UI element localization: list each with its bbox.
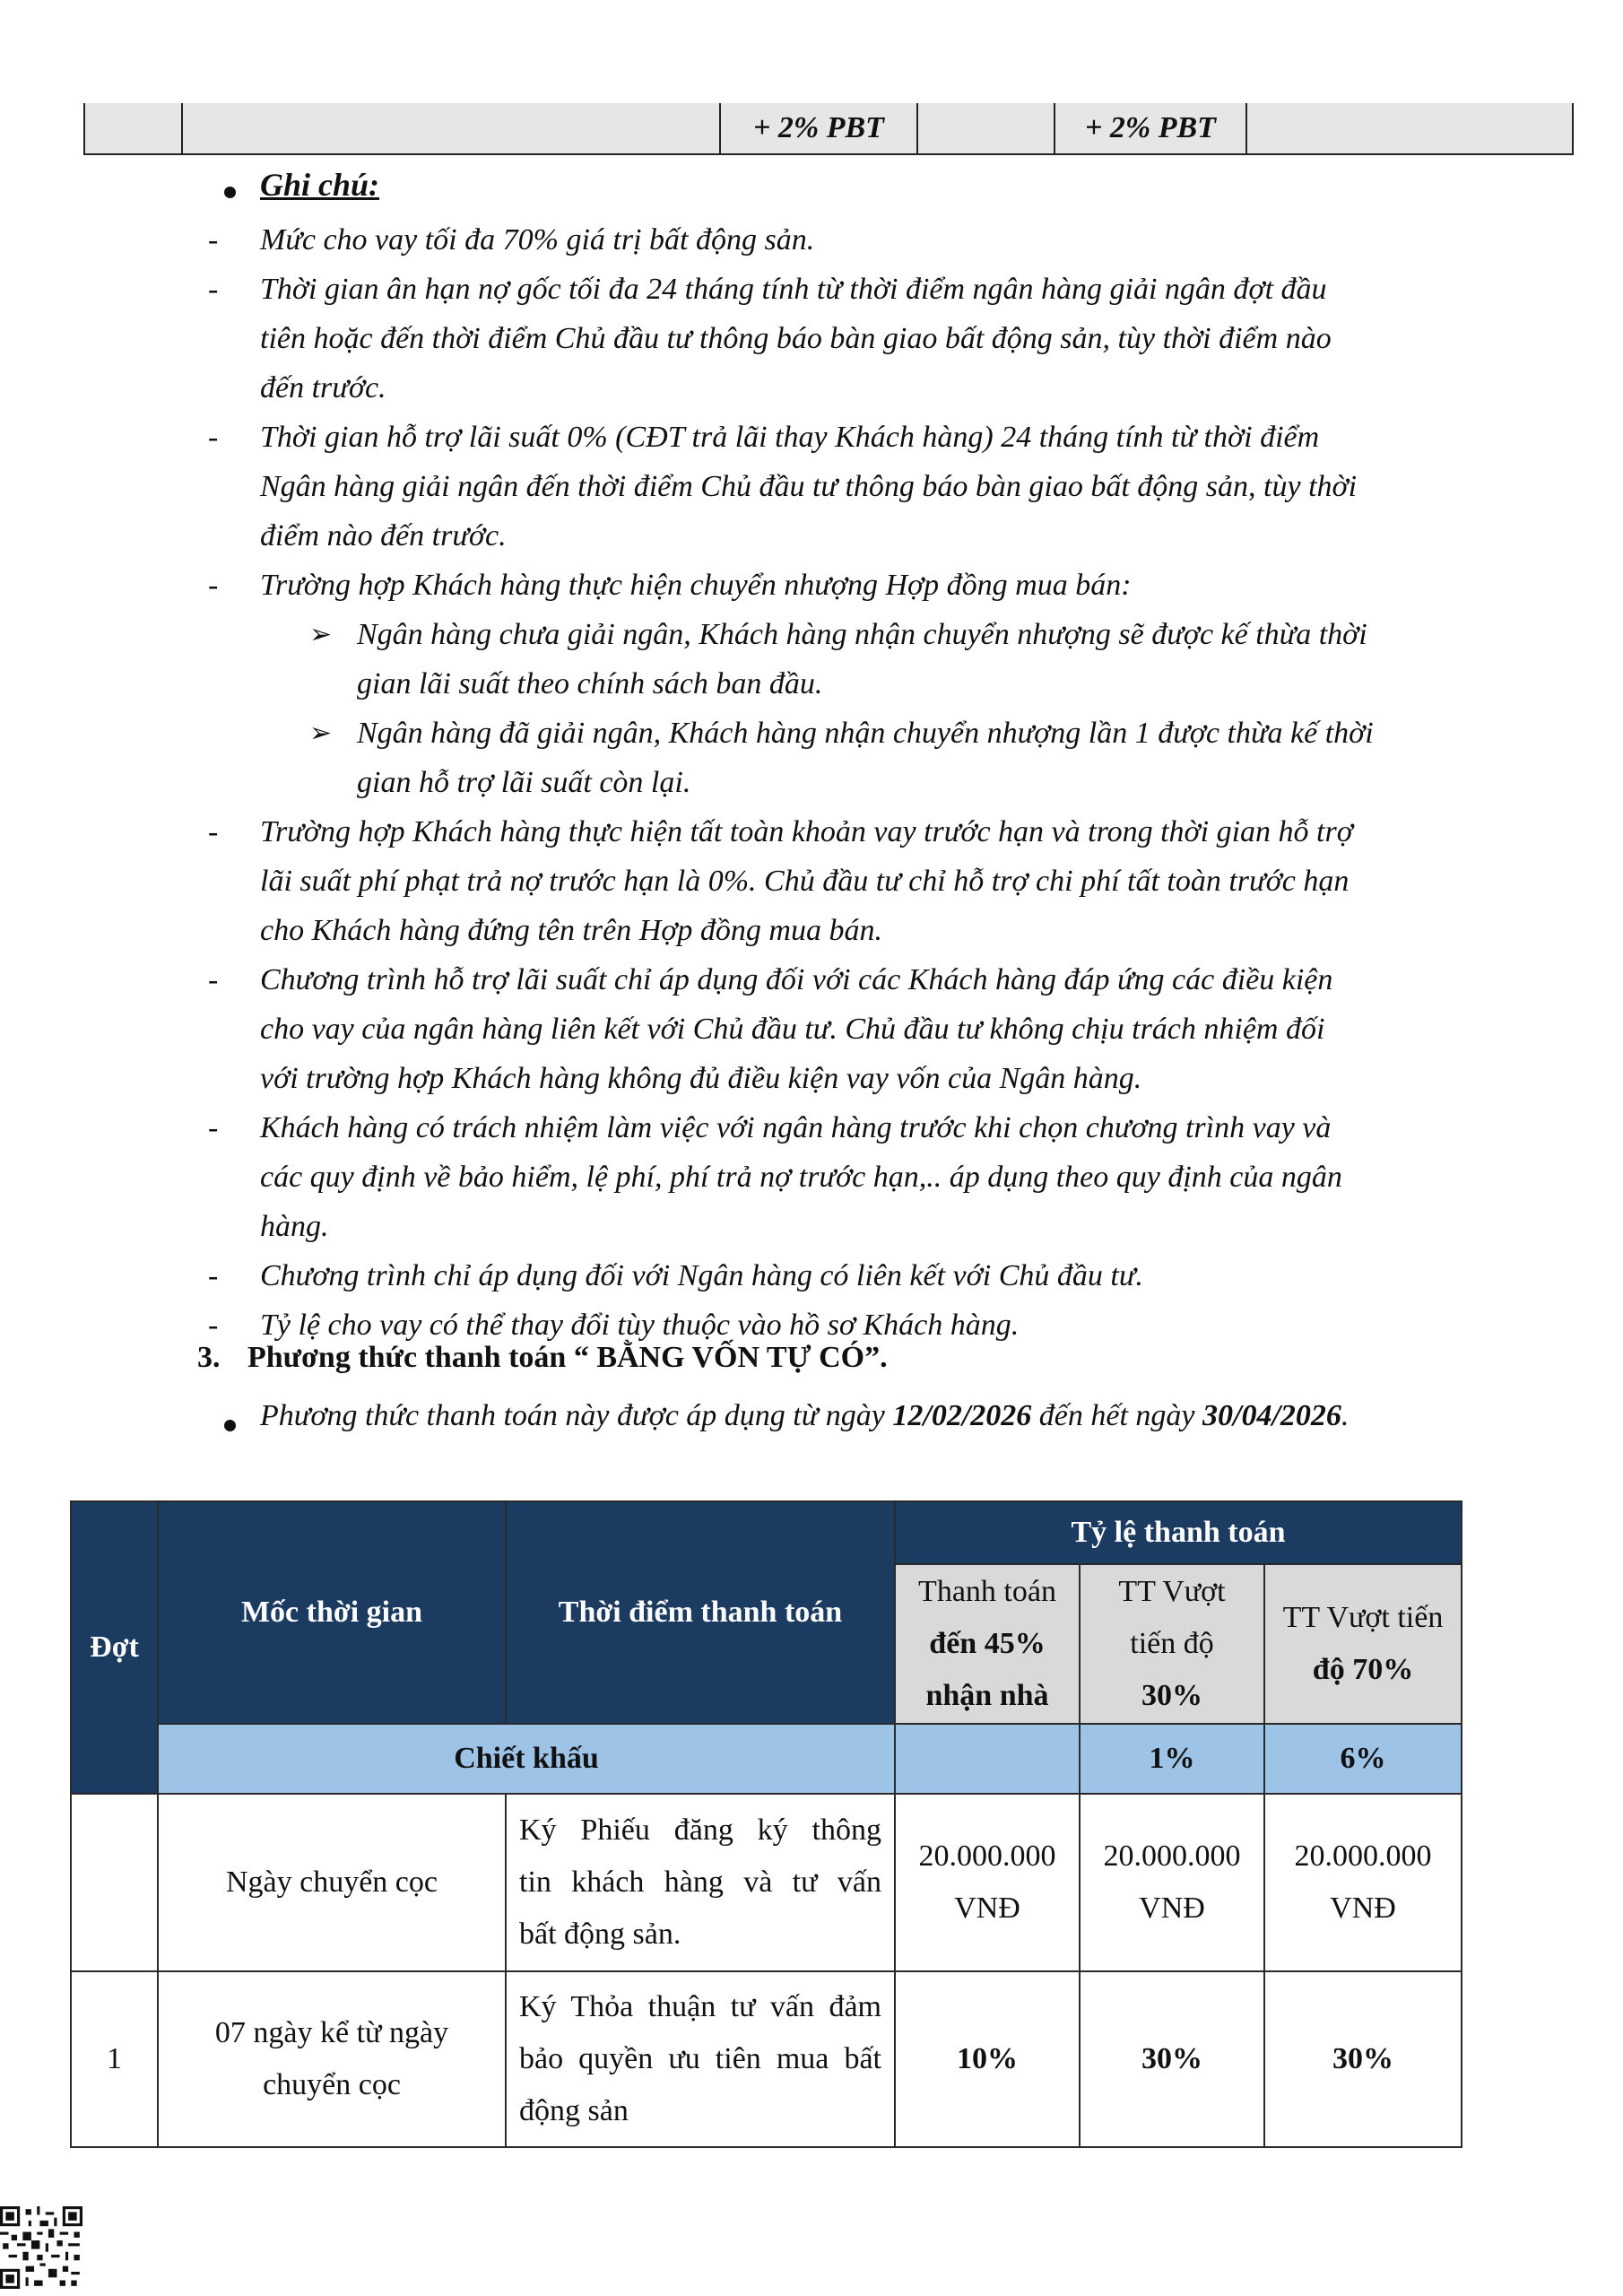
table-row bbox=[71, 1971, 1462, 2147]
value-amount: 20.000.000 bbox=[1103, 1839, 1241, 1873]
note-line: lãi suất phí phạt trả nợ trước hạn là 0%. Chủ đầu tư chỉ hỗ trợ chi phí tất toàn trước hạn bbox=[260, 865, 1350, 898]
dash-icon: - bbox=[208, 1309, 219, 1342]
apply-mid: đến hết ngày bbox=[1031, 1399, 1203, 1432]
discount-col-30: 1% bbox=[1080, 1724, 1264, 1794]
row-value-70 bbox=[1264, 1794, 1462, 1971]
header-col-70 bbox=[1264, 1564, 1462, 1724]
header-col-30-line2: tiến độ bbox=[1130, 1627, 1214, 1660]
note-line: Trường hợp Khách hàng thực hiện tất toàn khoản vay trước hạn và trong thời gian hỗ trợ bbox=[260, 815, 1353, 848]
section-title: Phương thức thanh toán “ BẰNG VỐN TỰ CÓ”. bbox=[247, 1341, 888, 1374]
row-value-30 bbox=[1080, 1794, 1264, 1971]
row-dot bbox=[71, 1794, 158, 1971]
value-currency: VNĐ bbox=[954, 1892, 1020, 1925]
dash-icon: - bbox=[208, 963, 219, 996]
note-line: Thời gian ân hạn nợ gốc tối đa 24 tháng tính từ thời điểm ngân hàng giải ngân đợt đầu bbox=[260, 273, 1327, 306]
previous-table-row bbox=[83, 103, 1574, 155]
payment-schedule-table bbox=[70, 1500, 1462, 2148]
note-line: Chương trình chỉ áp dụng đối với Ngân hàng có liên kết với Chủ đầu tư. bbox=[260, 1259, 1143, 1292]
arrow-bullet-icon: ➢ bbox=[309, 620, 333, 649]
row-value-45 bbox=[895, 1794, 1080, 1971]
discount-col-70: 6% bbox=[1264, 1724, 1462, 1794]
header-col-30-line1: TT Vượt bbox=[1118, 1575, 1226, 1608]
table-row bbox=[71, 1794, 1462, 1971]
note-subline: Ngân hàng đã giải ngân, Khách hàng nhận chuyển nhượng lần 1 được thừa kế thời bbox=[357, 717, 1374, 750]
table-cell-pbt-a: + 2% PBT bbox=[719, 103, 916, 153]
apply-period-line bbox=[260, 1399, 1349, 1433]
row-dot: 1 bbox=[71, 1971, 158, 2147]
value-currency: VNĐ bbox=[1330, 1892, 1396, 1925]
row-thoi-diem-line2: tin khách hàng và tư vấn bbox=[519, 1866, 881, 1899]
table-cell bbox=[1245, 103, 1572, 153]
header-col-30-line3: 30% bbox=[1141, 1679, 1202, 1712]
note-line: Khách hàng có trách nhiệm làm việc với ngân hàng trước khi chọn chương trình vay và bbox=[260, 1111, 1332, 1144]
header-moc-thoi-gian: Mốc thời gian bbox=[158, 1501, 506, 1724]
row-moc-line1: Ngày chuyển cọc bbox=[225, 1866, 438, 1899]
note-subline: gian lãi suất theo chính sách ban đầu. bbox=[357, 667, 823, 700]
header-col-30 bbox=[1080, 1564, 1264, 1724]
header-col-45-line1: Thanh toán bbox=[918, 1575, 1056, 1608]
date-from: 12/02/2026 bbox=[892, 1399, 1032, 1432]
note-line: Thời gian hỗ trợ lãi suất 0% (CĐT trả lãi thay Khách hàng) 24 tháng tính từ thời điểm bbox=[260, 421, 1320, 454]
apply-prefix: Phương thức thanh toán này được áp dụng từ ngày bbox=[260, 1399, 893, 1432]
row-thoi-diem bbox=[506, 1794, 895, 1971]
row-value-45: 10% bbox=[895, 1971, 1080, 2147]
notes-title: Ghi chú: bbox=[260, 167, 380, 203]
note-line: Trường hợp Khách hàng thực hiện chuyển nhượng Hợp đồng mua bán: bbox=[260, 569, 1132, 602]
row-thoi-diem-line1: Ký Thỏa thuận tư vấn đảm bbox=[519, 1990, 881, 2023]
dash-icon: - bbox=[208, 273, 219, 306]
note-line: Mức cho vay tối đa 70% giá trị bất động sản. bbox=[260, 223, 815, 257]
row-value-30: 30% bbox=[1080, 1971, 1264, 2147]
qr-code-icon bbox=[0, 2206, 82, 2289]
note-line: cho vay của ngân hàng liên kết với Chủ đầu tư. Chủ đầu tư không chịu trách nhiệm đối bbox=[260, 1013, 1325, 1046]
header-col-45 bbox=[895, 1564, 1080, 1724]
note-subline: Ngân hàng chưa giải ngân, Khách hàng nhận chuyển nhượng sẽ được kế thừa thời bbox=[357, 618, 1367, 651]
bullet-icon bbox=[224, 187, 236, 198]
note-line: Ngân hàng giải ngân đến thời điểm Chủ đầu tư thông báo bàn giao bất động sản, tùy thời bbox=[260, 470, 1358, 503]
value-currency: VNĐ bbox=[1139, 1892, 1205, 1925]
dash-icon: - bbox=[208, 569, 219, 602]
table-cell-pbt-b: + 2% PBT bbox=[1054, 103, 1245, 153]
value-amount: 20.000.000 bbox=[1294, 1839, 1432, 1873]
note-line: Tỷ lệ cho vay có thể thay đổi tùy thuộc vào hồ sơ Khách hàng. bbox=[260, 1309, 1020, 1342]
date-to: 30/04/2026 bbox=[1202, 1399, 1341, 1432]
row-moc bbox=[158, 1971, 506, 2147]
value-amount: 20.000.000 bbox=[918, 1839, 1056, 1873]
header-dot: Đợt bbox=[71, 1501, 158, 1794]
note-subline: gian hỗ trợ lãi suất còn lại. bbox=[357, 766, 691, 799]
note-line: hàng. bbox=[260, 1210, 329, 1243]
header-ty-le-thanh-toan: Tỷ lệ thanh toán bbox=[895, 1501, 1462, 1564]
discount-label: Chiết khấu bbox=[158, 1724, 895, 1794]
note-line: điểm nào đến trước. bbox=[260, 519, 507, 552]
arrow-bullet-icon: ➢ bbox=[309, 718, 333, 748]
note-line: đến trước. bbox=[260, 371, 386, 404]
section-heading bbox=[197, 1341, 888, 1375]
row-thoi-diem-line1: Ký Phiếu đăng ký thông bbox=[519, 1813, 881, 1847]
dash-icon: - bbox=[208, 815, 219, 848]
note-line: các quy định về bảo hiểm, lệ phí, phí trả nợ trước hạn,.. áp dụng theo quy định của ngân bbox=[260, 1161, 1342, 1194]
note-line: cho Khách hàng đứng tên trên Hợp đồng mua bán. bbox=[260, 914, 882, 947]
section-number: 3. bbox=[197, 1341, 221, 1374]
bullet-icon bbox=[224, 1420, 236, 1431]
discount-col-45 bbox=[895, 1724, 1080, 1794]
dash-icon: - bbox=[208, 223, 219, 257]
row-thoi-diem-line3: động sản bbox=[519, 2094, 629, 2127]
note-line: tiên hoặc đến thời điểm Chủ đầu tư thông báo bàn giao bất động sản, tùy thời điểm nào bbox=[260, 322, 1332, 355]
row-thoi-diem-line2: bảo quyền ưu tiên mua bất bbox=[519, 2042, 881, 2075]
header-col-70-line2: độ 70% bbox=[1312, 1653, 1414, 1686]
table-cell bbox=[181, 103, 719, 153]
row-thoi-diem-line3: bất động sản. bbox=[519, 1918, 681, 1951]
header-col-70-line1: TT Vượt tiến bbox=[1282, 1601, 1444, 1634]
row-moc-line1: 07 ngày kể từ ngày bbox=[214, 2016, 449, 2049]
note-line: với trường hợp Khách hàng không đủ điều kiện vay vốn của Ngân hàng. bbox=[260, 1062, 1142, 1095]
notes-list bbox=[197, 215, 1471, 1350]
note-line: Chương trình hỗ trợ lãi suất chỉ áp dụng đối với các Khách hàng đáp ứng các điều kiện bbox=[260, 963, 1333, 996]
header-col-45-line2: đến 45% bbox=[929, 1627, 1046, 1660]
dash-icon: - bbox=[208, 1259, 219, 1292]
row-moc-line2: chuyển cọc bbox=[263, 2068, 401, 2101]
table-cell bbox=[916, 103, 1054, 153]
dash-icon: - bbox=[208, 1111, 219, 1144]
dash-icon: - bbox=[208, 421, 219, 454]
row-thoi-diem bbox=[506, 1971, 895, 2147]
row-moc bbox=[158, 1794, 506, 1971]
header-thoi-diem-thanh-toan: Thời điểm thanh toán bbox=[506, 1501, 895, 1724]
row-value-70: 30% bbox=[1264, 1971, 1462, 2147]
header-col-45-line3: nhận nhà bbox=[925, 1679, 1049, 1712]
table-cell bbox=[85, 103, 181, 153]
apply-end: . bbox=[1341, 1399, 1350, 1432]
